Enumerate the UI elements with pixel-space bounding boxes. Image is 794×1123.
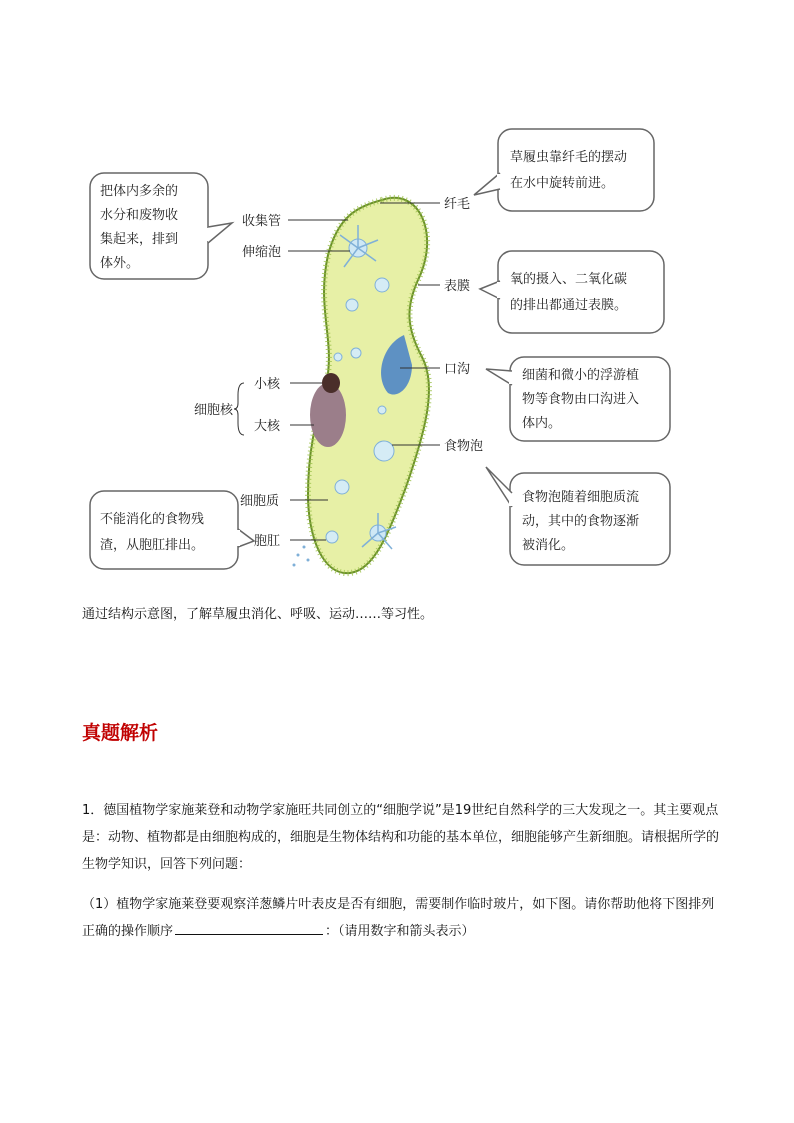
label-contractile-vacuole: 伸缩泡 (242, 245, 282, 260)
bubble-respiration-line-2: 的排出都通过表膜。 (510, 298, 628, 313)
label-cytoplasm: 细胞质 (240, 494, 280, 509)
sub-question-suffix: ：（请用数字和箭头表示） (325, 924, 475, 939)
bubble-respiration (480, 251, 664, 333)
bubble-egestion (90, 491, 254, 569)
bubble-feeding-line-3: 体内。 (522, 416, 562, 431)
label-oral-groove: 口沟 (444, 362, 471, 377)
bubble-excretion (90, 173, 232, 279)
section-title: 真题解析 (82, 722, 159, 744)
answer-blank[interactable] (175, 920, 323, 935)
bubble-feeding-line-2: 物等食物由口沟进入 (522, 392, 640, 407)
micronucleus-shape (322, 373, 340, 393)
bubble-digestion (486, 467, 670, 565)
bubble-respiration-line-1: 氧的摄入、二氧化碳 (510, 272, 628, 287)
label-cilia: 纤毛 (444, 197, 471, 212)
label-food-vacuole: 食物泡 (444, 439, 484, 454)
bubble-digestion-line-2: 动，其中的食物逐渐 (522, 514, 640, 529)
question-intro-text: 德国植物学家施莱登和动物学家施旺共同创立的“细胞学说”是19世纪自然科学的三大发现之一。其主要观点是：动物、植物都是由细胞构成的，细胞是生物体结构和功能的基本单位，细胞能够产生新细胞。请根据所学的生物学知识，回答下列问题： (82, 803, 720, 872)
bubble-cilia-line-2: 在水中旋转前进。 (510, 176, 615, 191)
bubble-egestion-line-1: 不能消化的食物残 (100, 512, 205, 527)
label-micronucleus: 小核 (254, 377, 281, 392)
bubble-cilia-movement (474, 129, 654, 211)
bubble-excretion-line-3: 集起来，排到 (100, 232, 179, 247)
bubble-digestion-line-3: 被消化。 (522, 538, 575, 553)
label-macronucleus: 大核 (254, 419, 281, 434)
label-collecting-tube: 收集管 (242, 214, 282, 229)
sub-question-prefix: （1）植物学家施莱登要观察洋葱鳞片叶表皮是否有细胞，需要制作临时玻片，如下图。请你帮助他将下图排列正确的操作顺序 (82, 897, 715, 939)
bubble-feeding-line-1: 细菌和微小的浮游植 (522, 368, 640, 383)
question-1-intro (82, 797, 722, 878)
bubble-cilia-line-1: 草履虫靠纤毛的摆动 (510, 150, 628, 165)
label-nucleus: 细胞核 (194, 403, 234, 418)
bubble-excretion-line-4: 体外。 (100, 256, 140, 271)
paramecium-diagram (82, 95, 682, 600)
question-number: 1． (82, 803, 104, 818)
macronucleus-shape (310, 383, 346, 447)
question-1-sub-1 (82, 891, 722, 945)
bubble-egestion-line-2: 渣，从胞肛排出。 (100, 538, 205, 553)
bubble-excretion-line-1: 把体内多余的 (100, 184, 179, 199)
figure-caption: 通过结构示意图，了解草履虫消化、呼吸、运动……等习性。 (82, 607, 434, 622)
bubble-feeding (486, 357, 670, 441)
label-membrane: 表膜 (444, 279, 471, 294)
label-anal-pore: 胞肛 (254, 534, 281, 549)
bubble-digestion-line-1: 食物泡随着细胞质流 (522, 490, 640, 505)
bubble-excretion-line-2: 水分和废物收 (100, 208, 179, 223)
